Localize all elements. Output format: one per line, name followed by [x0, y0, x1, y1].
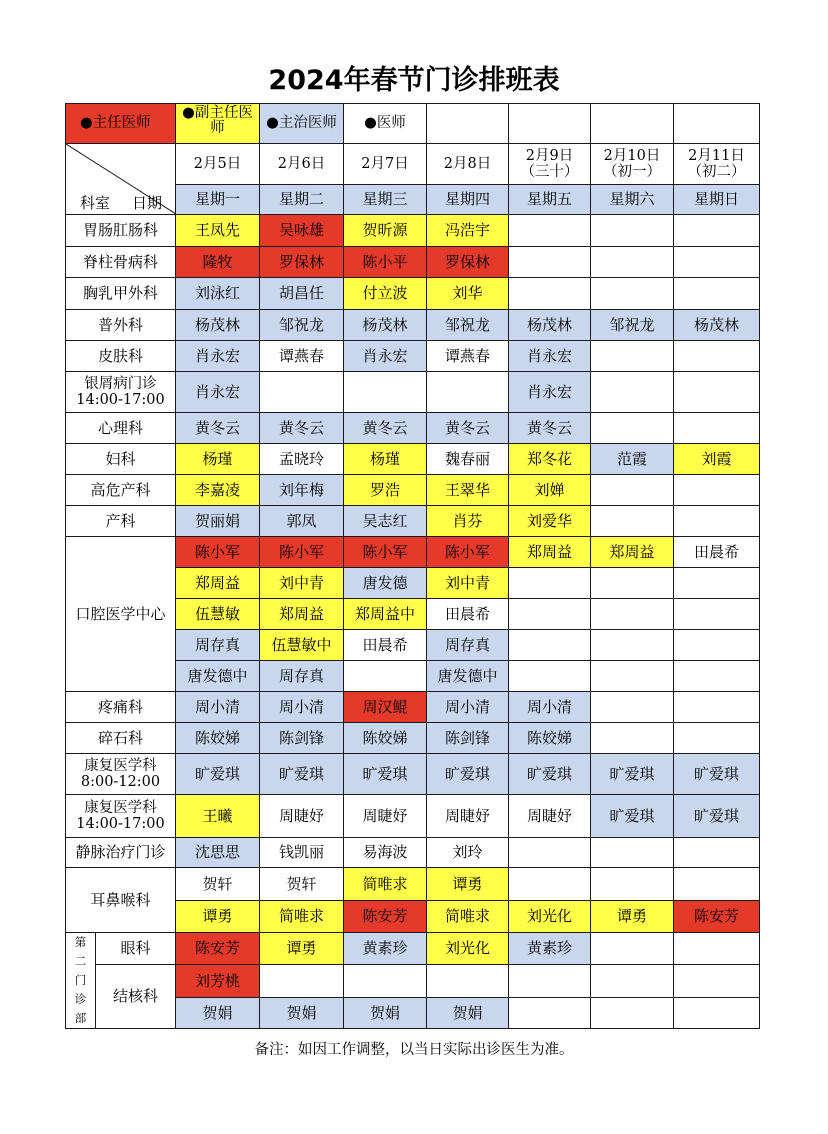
doctor-cell: [674, 599, 760, 630]
doctor-cell: 伍慧敏: [176, 599, 260, 630]
doctor-cell: 王曦: [176, 795, 260, 838]
date-header: 2月11日 （初二）: [674, 144, 760, 185]
doctor-cell: [344, 965, 427, 998]
doctor-cell: [509, 868, 591, 901]
doctor-cell: 田晨希: [674, 537, 760, 568]
doctor-cell: [591, 661, 674, 692]
date-header: 2月8日: [427, 144, 509, 185]
doctor-cell: 肖永宏: [176, 372, 260, 413]
doctor-cell: 陈小军: [427, 537, 509, 568]
doctor-cell: 魏春丽: [427, 444, 509, 475]
doctor-cell: 肖永宏: [509, 341, 591, 372]
doctor-cell: [509, 215, 591, 247]
doctor-cell: [674, 661, 760, 692]
schedule-table: [65, 103, 760, 1029]
department-yinxie: 银屑病门诊 14:00-17:00: [66, 372, 176, 413]
weekday-header: 星期三: [344, 185, 427, 215]
header-keshi: 科室: [80, 194, 111, 212]
doctor-cell: 杨茂林: [674, 310, 760, 341]
doctor-cell: 周睫妤: [509, 795, 591, 838]
doctor-cell: 周小清: [427, 692, 509, 723]
doctor-cell: 周睫妤: [427, 795, 509, 838]
doctor-cell: 田晨希: [344, 630, 427, 661]
doctor-cell: 陈姣娣: [344, 723, 427, 754]
department-kangfu_am: 康复医学科 8:00-12:00: [66, 754, 176, 795]
department-gaowei: 高危产科: [66, 475, 176, 506]
doctor-cell: [427, 965, 509, 998]
doctor-cell: [509, 998, 591, 1029]
doctor-cell: 陈剑锋: [260, 723, 344, 754]
doctor-cell: 孟晓玲: [260, 444, 344, 475]
doctor-cell: 旷爱琪: [176, 754, 260, 795]
legend-zhuren: ●主任医师: [66, 104, 176, 144]
doctor-cell: 谭勇: [591, 901, 674, 933]
doctor-cell: 王凤先: [176, 215, 260, 247]
date-header: 2月10日 （初一）: [591, 144, 674, 185]
date-header: 2月9日 （三十）: [509, 144, 591, 185]
doctor-cell: 杨瑾: [176, 444, 260, 475]
doctor-cell: 肖永宏: [176, 341, 260, 372]
doctor-cell: [591, 838, 674, 868]
doctor-cell: 旷爱琪: [344, 754, 427, 795]
doctor-cell: 陈小军: [260, 537, 344, 568]
weekday-header: 星期二: [260, 185, 344, 215]
doctor-cell: [591, 933, 674, 965]
doctor-cell: 黄冬云: [509, 413, 591, 444]
doctor-cell: [674, 838, 760, 868]
doctor-cell: 贺娟: [427, 998, 509, 1029]
doctor-cell: 吴志红: [344, 506, 427, 537]
doctor-cell: [674, 475, 760, 506]
footnote: 备注：如因工作调整，以当日实际出诊医生为准。: [254, 1042, 574, 1058]
date-header: 2月7日: [344, 144, 427, 185]
doctor-cell: 黄素珍: [344, 933, 427, 965]
department-fuke: 妇科: [66, 444, 176, 475]
department-xinli: 心理科: [66, 413, 176, 444]
doctor-cell: 黄冬云: [427, 413, 509, 444]
doctor-cell: 陈姣娣: [509, 723, 591, 754]
doctor-cell: 陈安芳: [176, 933, 260, 965]
doctor-cell: 贺昕源: [344, 215, 427, 247]
doctor-cell: 刘芳桃: [176, 965, 260, 998]
doctor-cell: [344, 372, 427, 413]
department-dierbu: 第 二 门 诊 部: [66, 933, 96, 1029]
diagonal-header: [66, 144, 176, 215]
doctor-cell: 周存真: [260, 661, 344, 692]
doctor-cell: [591, 723, 674, 754]
doctor-cell: 郑周益中: [344, 599, 427, 630]
doctor-cell: [674, 692, 760, 723]
doctor-cell: 易海波: [344, 838, 427, 868]
doctor-cell: 肖永宏: [344, 341, 427, 372]
doctor-cell: 刘泳红: [176, 278, 260, 310]
doctor-cell: 郑周益: [591, 537, 674, 568]
doctor-cell: 邹祝龙: [260, 310, 344, 341]
doctor-cell: [591, 998, 674, 1029]
doctor-cell: 陈小平: [344, 247, 427, 278]
doctor-cell: 吴咏雄: [260, 215, 344, 247]
date-header: 2月6日: [260, 144, 344, 185]
doctor-cell: 谭燕春: [427, 341, 509, 372]
department-pifu: 皮肤科: [66, 341, 176, 372]
doctor-cell: [509, 599, 591, 630]
doctor-cell: 陈小军: [176, 537, 260, 568]
doctor-cell: 刘中青: [427, 568, 509, 599]
doctor-cell: 杨茂林: [176, 310, 260, 341]
department-weichang: 胃肠肛肠科: [66, 215, 176, 247]
doctor-cell: [674, 568, 760, 599]
doctor-cell: 刘玲: [427, 838, 509, 868]
doctor-cell: 简唯求: [427, 901, 509, 933]
doctor-cell: 邹祝龙: [591, 310, 674, 341]
doctor-cell: 黄冬云: [260, 413, 344, 444]
doctor-cell: 杨茂林: [344, 310, 427, 341]
doctor-cell: 郑周益: [509, 537, 591, 568]
doctor-cell: [344, 661, 427, 692]
doctor-cell: 陈姣娣: [176, 723, 260, 754]
doctor-cell: 旷爱琪: [427, 754, 509, 795]
doctor-cell: 刘光化: [509, 901, 591, 933]
page-title: 2024年春节门诊排班表: [268, 65, 560, 96]
department-chanke: 产科: [66, 506, 176, 537]
doctor-cell: [427, 372, 509, 413]
doctor-cell: [591, 215, 674, 247]
doctor-cell: 贺丽娟: [176, 506, 260, 537]
doctor-cell: 贺轩: [176, 868, 260, 901]
doctor-cell: 唐发德: [344, 568, 427, 599]
doctor-cell: 周汉鲲: [344, 692, 427, 723]
doctor-cell: [674, 965, 760, 998]
doctor-cell: 罗保林: [427, 247, 509, 278]
weekday-header: 星期六: [591, 185, 674, 215]
doctor-cell: 周睫妤: [260, 795, 344, 838]
doctor-cell: [674, 868, 760, 901]
doctor-cell: 郑冬花: [509, 444, 591, 475]
doctor-cell: 谭勇: [427, 868, 509, 901]
doctor-cell: [591, 341, 674, 372]
doctor-cell: 旷爱琪: [509, 754, 591, 795]
weekday-header: 星期四: [427, 185, 509, 215]
doctor-cell: [591, 692, 674, 723]
doctor-cell: 谭燕春: [260, 341, 344, 372]
doctor-cell: [674, 372, 760, 413]
doctor-cell: [591, 506, 674, 537]
doctor-cell: 肖永宏: [509, 372, 591, 413]
doctor-cell: 周存真: [176, 630, 260, 661]
department-jiehe: 结核科: [96, 965, 176, 1029]
doctor-cell: 简唯求: [260, 901, 344, 933]
doctor-cell: [591, 599, 674, 630]
doctor-cell: 冯浩宇: [427, 215, 509, 247]
doctor-cell: 李嘉凌: [176, 475, 260, 506]
empty-cell: [674, 104, 760, 144]
doctor-cell: 刘光化: [427, 933, 509, 965]
department-puwai: 普外科: [66, 310, 176, 341]
department-yanke: 眼科: [96, 933, 176, 965]
doctor-cell: 田晨希: [427, 599, 509, 630]
doctor-cell: 刘婵: [509, 475, 591, 506]
doctor-cell: 旷爱琪: [674, 754, 760, 795]
department-suishi: 碎石科: [66, 723, 176, 754]
doctor-cell: 刘霞: [674, 444, 760, 475]
doctor-cell: 刘中青: [260, 568, 344, 599]
doctor-cell: [591, 278, 674, 310]
doctor-cell: 贺娟: [260, 998, 344, 1029]
doctor-cell: 旷爱琪: [591, 754, 674, 795]
doctor-cell: 伍慧敏中: [260, 630, 344, 661]
doctor-cell: 旷爱琪: [591, 795, 674, 838]
doctor-cell: 沈思思: [176, 838, 260, 868]
doctor-cell: 陈安芳: [344, 901, 427, 933]
doctor-cell: 陈小军: [344, 537, 427, 568]
doctor-cell: [674, 413, 760, 444]
doctor-cell: [509, 838, 591, 868]
doctor-cell: [674, 723, 760, 754]
doctor-cell: 周小清: [176, 692, 260, 723]
department-erbi: 耳鼻喉科: [66, 868, 176, 933]
doctor-cell: [591, 372, 674, 413]
doctor-cell: [260, 965, 344, 998]
doctor-cell: 刘华: [427, 278, 509, 310]
doctor-cell: [591, 965, 674, 998]
doctor-cell: 黄素珍: [509, 933, 591, 965]
doctor-cell: 周小清: [260, 692, 344, 723]
doctor-cell: [674, 341, 760, 372]
weekday-header: 星期一: [176, 185, 260, 215]
date-header: 2月5日: [176, 144, 260, 185]
doctor-cell: 刘年梅: [260, 475, 344, 506]
doctor-cell: [509, 278, 591, 310]
doctor-cell: 黄冬云: [176, 413, 260, 444]
doctor-cell: [674, 278, 760, 310]
department-jizhu: 脊柱骨病科: [66, 247, 176, 278]
doctor-cell: 周睫妤: [344, 795, 427, 838]
doctor-cell: 付立波: [344, 278, 427, 310]
empty-cell: [509, 104, 591, 144]
doctor-cell: 旷爱琪: [674, 795, 760, 838]
doctor-cell: 钱凯丽: [260, 838, 344, 868]
doctor-cell: 罗保林: [260, 247, 344, 278]
doctor-cell: 郑周益: [176, 568, 260, 599]
doctor-cell: [591, 868, 674, 901]
department-xiongru: 胸乳甲外科: [66, 278, 176, 310]
doctor-cell: 谭勇: [176, 901, 260, 933]
doctor-cell: 刘爱华: [509, 506, 591, 537]
doctor-cell: 周小清: [509, 692, 591, 723]
doctor-cell: 谭勇: [260, 933, 344, 965]
department-kangfu_pm: 康复医学科 14:00-17:00: [66, 795, 176, 838]
doctor-cell: [591, 247, 674, 278]
doctor-cell: 唐发德中: [427, 661, 509, 692]
doctor-cell: [591, 630, 674, 661]
doctor-cell: 隆牧: [176, 247, 260, 278]
doctor-cell: 陈剑锋: [427, 723, 509, 754]
doctor-cell: [591, 568, 674, 599]
doctor-cell: 贺娟: [176, 998, 260, 1029]
weekday-header: 星期日: [674, 185, 760, 215]
doctor-cell: 黄冬云: [344, 413, 427, 444]
doctor-cell: 杨瑾: [344, 444, 427, 475]
legend-zhuzhi: ●主治医师: [260, 104, 344, 144]
doctor-cell: 旷爱琪: [260, 754, 344, 795]
doctor-cell: 罗浩: [344, 475, 427, 506]
doctor-cell: 邹祝龙: [427, 310, 509, 341]
doctor-cell: [509, 630, 591, 661]
empty-cell: [591, 104, 674, 144]
weekday-header: 星期五: [509, 185, 591, 215]
doctor-cell: [674, 998, 760, 1029]
doctor-cell: 郑周益: [260, 599, 344, 630]
doctor-cell: 周存真: [427, 630, 509, 661]
doctor-cell: 郭凤: [260, 506, 344, 537]
department-jingmai: 静脉治疗门诊: [66, 838, 176, 868]
doctor-cell: [674, 506, 760, 537]
doctor-cell: 唐发德中: [176, 661, 260, 692]
doctor-cell: [591, 413, 674, 444]
doctor-cell: [509, 568, 591, 599]
doctor-cell: 肖芬: [427, 506, 509, 537]
department-tengtong: 疼痛科: [66, 692, 176, 723]
header-riqi: 日期: [132, 194, 163, 212]
doctor-cell: [674, 247, 760, 278]
doctor-cell: 范霞: [591, 444, 674, 475]
doctor-cell: [509, 661, 591, 692]
doctor-cell: [260, 372, 344, 413]
doctor-cell: [509, 247, 591, 278]
doctor-cell: 贺娟: [344, 998, 427, 1029]
doctor-cell: 贺轩: [260, 868, 344, 901]
legend-fuzhuren: ●副主任医师: [176, 104, 260, 144]
doctor-cell: [674, 215, 760, 247]
doctor-cell: 简唯求: [344, 868, 427, 901]
doctor-cell: [509, 965, 591, 998]
department-kouqiang: 口腔医学中心: [66, 537, 176, 692]
legend-yishi: ●医师: [344, 104, 427, 144]
doctor-cell: 陈安芳: [674, 901, 760, 933]
doctor-cell: [674, 630, 760, 661]
doctor-cell: 王翠华: [427, 475, 509, 506]
doctor-cell: 胡昌任: [260, 278, 344, 310]
doctor-cell: [591, 475, 674, 506]
doctor-cell: 杨茂林: [509, 310, 591, 341]
empty-cell: [427, 104, 509, 144]
doctor-cell: [674, 933, 760, 965]
